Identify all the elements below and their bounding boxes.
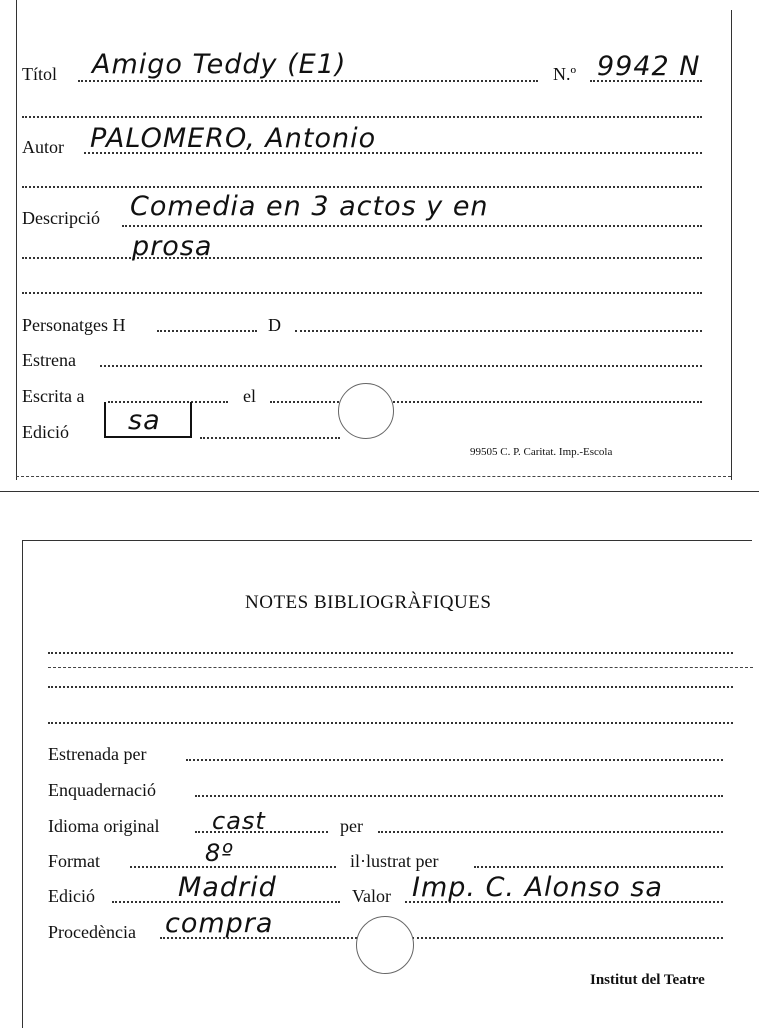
d-label: D	[268, 315, 281, 335]
num-label: N.º	[553, 64, 577, 84]
autor-label: Autor	[22, 137, 64, 157]
edicio-line	[200, 437, 340, 439]
idioma-label: Idioma original	[48, 816, 160, 836]
printer-credit: 99505 C. P. Caritat. Imp.-Escola	[470, 446, 613, 458]
rule-line	[48, 652, 733, 654]
enquadernacio-line	[195, 795, 723, 797]
format-value: 8º	[205, 839, 234, 867]
personatges-h-line	[157, 330, 257, 332]
card-right-edge	[731, 10, 732, 480]
card-bottom-edge	[16, 476, 731, 477]
valor-value: Imp. C. Alonso sa	[412, 872, 663, 903]
valor-label: Valor	[352, 886, 391, 906]
card-left-edge	[22, 540, 23, 1028]
titol-line	[78, 80, 538, 82]
estrenada-label: Estrenada per	[48, 744, 147, 764]
card-left-edge	[16, 0, 17, 480]
rule-line	[22, 116, 702, 118]
rule-line	[22, 292, 702, 294]
titol-value: Amigo Teddy (E1)	[92, 49, 347, 80]
descripcio-line-2	[22, 257, 702, 259]
edicio-value: sa	[128, 405, 161, 436]
escrita-label: Escrita a	[22, 386, 85, 406]
illustrat-label: il·lustrat per	[350, 851, 439, 871]
rule-line	[48, 667, 753, 668]
personatges-label: Personatges H	[22, 315, 126, 335]
format-label: Format	[48, 851, 100, 871]
enquadernacio-label: Enquadernació	[48, 780, 156, 800]
institution-credit: Institut del Teatre	[590, 972, 705, 988]
titol-label: Títol	[22, 64, 57, 84]
el-line	[270, 401, 702, 403]
estrena-label: Estrena	[22, 350, 76, 370]
descripcio-value-1: Comedia en 3 actos y en	[130, 191, 489, 222]
rule-line	[48, 686, 733, 688]
estrena-line	[100, 365, 702, 367]
descripcio-line-1	[122, 225, 702, 227]
rule-line	[48, 722, 733, 724]
personatges-d-line	[295, 330, 702, 332]
card-separator	[0, 491, 759, 492]
idioma-value: cast	[212, 807, 266, 835]
per-line	[378, 831, 723, 833]
edicio-label: Edició	[48, 886, 95, 906]
edicio-label: Edició	[22, 422, 69, 442]
descripcio-label: Descripció	[22, 208, 100, 228]
punch-hole	[338, 383, 394, 439]
illustrat-line	[474, 866, 723, 868]
descripcio-value-2: prosa	[132, 231, 213, 262]
edicio-value: Madrid	[178, 872, 277, 903]
per-label: per	[340, 816, 363, 836]
catalog-card-front	[0, 0, 759, 500]
rule-line	[22, 186, 702, 188]
procedencia-label: Procedència	[48, 922, 136, 942]
autor-value: PALOMERO, Antonio	[90, 123, 377, 154]
punch-hole	[356, 916, 414, 974]
procedencia-value: compra	[165, 908, 274, 939]
num-value: 9942 N	[597, 51, 701, 82]
catalog-card-back	[0, 500, 759, 1028]
el-label: el	[243, 386, 256, 406]
notes-heading: NOTES BIBLIOGRÀFIQUES	[245, 592, 492, 613]
card-top-edge	[22, 540, 752, 541]
estrenada-line	[186, 759, 723, 761]
procedencia-line-right	[412, 937, 723, 939]
